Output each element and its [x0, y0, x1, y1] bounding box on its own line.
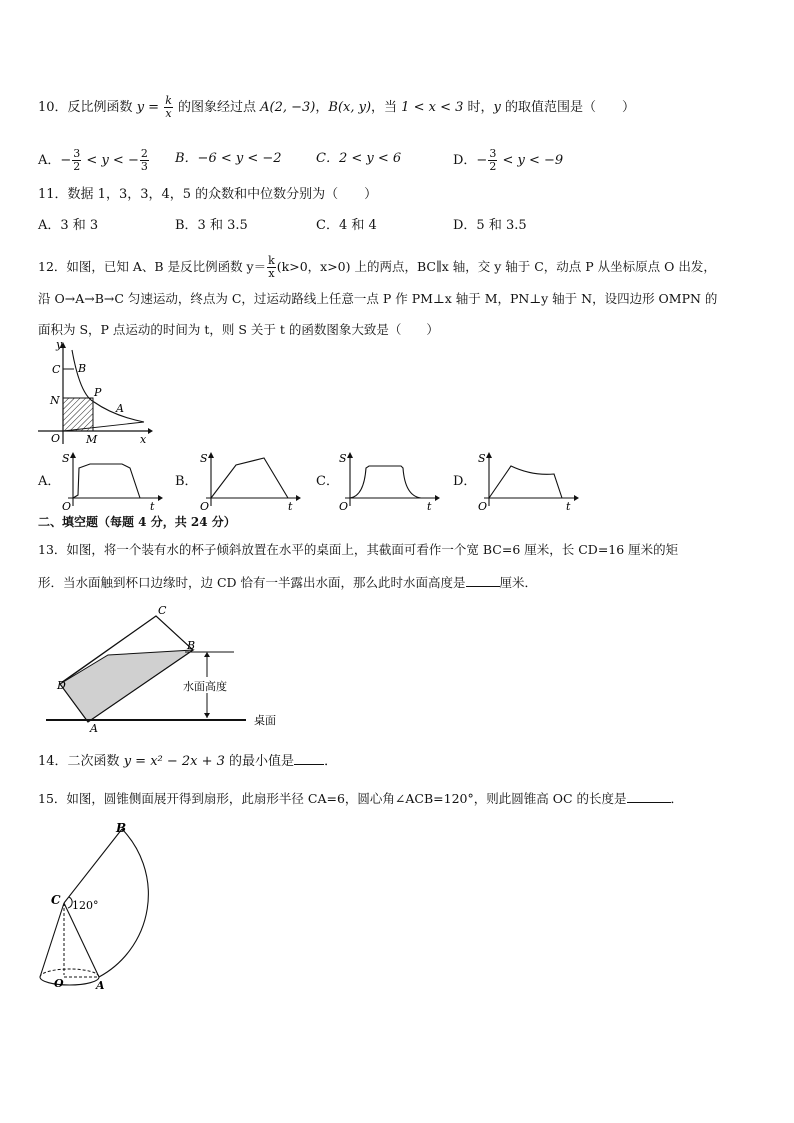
q10-prefix: 10．反比例函数: [38, 100, 137, 115]
q15-label-a: A: [96, 979, 105, 992]
q12b-s: S: [200, 452, 208, 465]
q10-func: y =: [136, 100, 164, 115]
q15-figure: [34, 815, 174, 995]
q14-post: 的最小值是: [224, 754, 295, 769]
q10-cond-post: 时，: [463, 100, 494, 115]
q10-d-mid: < y < −9: [498, 153, 564, 168]
q12-option-a-label: A．: [38, 474, 61, 489]
q13-line2: [38, 574, 537, 592]
q12d-o: O: [478, 500, 488, 513]
q12-option-c-graph: [335, 448, 445, 512]
q10-point-a: A(2, −3): [260, 100, 316, 115]
q10-mid: 的图象经过点: [173, 100, 261, 115]
q10-cond-pre: ，当: [371, 100, 402, 115]
q12-l1a: 12．如图，已知 A、B 是反比例函数 y＝: [38, 259, 267, 274]
q15-label-o: O: [54, 977, 64, 990]
q15-answer-blank[interactable]: [627, 790, 671, 803]
q12-label-c: C: [52, 363, 61, 376]
q10-a-n1: 3: [73, 147, 81, 160]
q12d-s: S: [478, 452, 486, 465]
q12b-t: t: [288, 500, 293, 513]
q12a-t: t: [150, 500, 155, 513]
q11-option-a: A．3 和 3: [38, 218, 99, 233]
q12c-s: S: [339, 452, 347, 465]
q13-figure: [40, 600, 290, 735]
q12-label-x: x: [140, 433, 147, 446]
q12-label-b: B: [78, 362, 87, 375]
q12-frac-den: x: [268, 267, 275, 280]
q12c-t: t: [427, 500, 432, 513]
q10-a-mid: < y < −: [82, 153, 139, 168]
q10-a-n2: 2: [140, 147, 148, 160]
q10-frac-num: k: [165, 94, 172, 107]
q13-l2a: 形．当水面触到杯口边缘时，边 CD 恰有一半露出水面，那么此时水面高度是: [38, 575, 466, 590]
q12-line2: 沿 O→A→B→C 匀速运动，终点为 C，过运动路线上任意一点 P 作 PM⊥x 轴于 M，PN⊥y 轴于 N，设四边形 OMPN 的: [38, 291, 718, 306]
q12-line3: 面积为 S，P 点运动的时间为 t，则 S 关于 t 的函数图象大致是（ ）: [38, 322, 439, 337]
q12-option-d-graph: [474, 448, 584, 512]
section-2-heading: 二、填空题（每题 4 分，共 24 分）: [38, 515, 236, 529]
q15-radius-cb: [64, 829, 122, 903]
q12-fraction: [267, 255, 276, 280]
q10-d-frac: [488, 148, 497, 173]
q12-label-p: P: [94, 386, 102, 399]
q10-a-frac2: [140, 148, 149, 173]
q12-option-a-graph: [58, 448, 168, 512]
q12-figure: [36, 340, 156, 448]
q10-point-b: B(x, y): [328, 100, 372, 115]
q10-ask: 的取值范围是（ ）: [500, 100, 636, 115]
q10-d-n1: 3: [489, 147, 497, 160]
q15-line: [38, 790, 683, 808]
q15-label-angle: 120°: [72, 899, 99, 912]
q10-option-d: [453, 148, 563, 173]
q10-frac-den: x: [165, 107, 172, 120]
q11-option-c: C．4 和 4: [316, 218, 377, 233]
q10-fraction: [164, 95, 173, 120]
q11-option-d: D．5 和 3.5: [453, 218, 527, 233]
q10-d-label: D．−: [453, 153, 488, 168]
q11-option-b: B．3 和 3.5: [175, 218, 248, 233]
q14-expression: y = x² − 2x + 3: [123, 754, 225, 769]
q12c-o: O: [339, 500, 349, 513]
q10-a-label: A．−: [38, 153, 72, 168]
q10-option-c: C．2 < y < 6: [316, 151, 402, 166]
q10-stem: [38, 95, 635, 120]
q12-label-y: y: [56, 338, 63, 351]
q13-label-c: C: [158, 604, 167, 617]
q12-option-b-label: B．: [175, 474, 198, 489]
q14-end: ．: [324, 754, 338, 769]
q10-d-d1: 2: [489, 160, 497, 173]
q12-option-d-label: D．: [453, 474, 477, 489]
q12-hatched-area: [63, 398, 93, 431]
q15-sector-arc: [99, 829, 148, 977]
q10-a-d2: 3: [140, 160, 148, 173]
q12d-t: t: [566, 500, 571, 513]
q12-l1b: (k>0，x>0) 上的两点，BC∥x 轴，交 y 轴于 C，动点 P 从坐标原点 O 出发，: [276, 259, 716, 274]
q13-line1: 13．如图，将一个装有水的杯子倾斜放置在水平的桌面上，其截面可看作一个宽 BC=6 厘米，长 CD=16 厘米的矩: [38, 542, 679, 557]
q13-answer-blank[interactable]: [466, 574, 500, 587]
q12b-o: O: [200, 500, 210, 513]
q13-label-d: D: [57, 679, 66, 692]
q15-label-c: C: [51, 893, 61, 907]
q12-line1: [38, 255, 716, 280]
q15-pre: 15．如图，圆锥侧面展开得到扇形，此扇形半径 CA=6，圆心角∠ACB=120°，则此圆锥高 OC 的长度是: [38, 791, 627, 806]
q13-label-table: 桌面: [254, 714, 276, 727]
q10-condition: 1 < x < 3: [401, 100, 464, 115]
q10-a-frac1: [72, 148, 81, 173]
q12-option-c-label: C．: [316, 474, 339, 489]
q12-frac-num: k: [268, 254, 275, 267]
q12-label-m: M: [86, 433, 98, 446]
q13-label-a: A: [90, 722, 98, 735]
q12-option-b-graph: [196, 448, 306, 512]
q12-label-o: O: [51, 432, 61, 445]
q14-answer-blank[interactable]: [294, 752, 324, 765]
q10-option-a: [38, 148, 150, 173]
q12-label-n: N: [50, 394, 60, 407]
q12a-o: O: [62, 500, 72, 513]
q10-sep: ，: [315, 100, 329, 115]
q10-ask-var: y: [493, 100, 501, 115]
q10-a-d1: 2: [73, 160, 81, 173]
q15-label-b: B: [116, 821, 127, 835]
q15-end: ．: [670, 791, 684, 806]
q13-label-b: B: [187, 639, 196, 652]
q14-pre: 14．二次函数: [38, 754, 124, 769]
q12-label-a: A: [116, 402, 124, 415]
q10-option-b: B．−6 < y < −2: [175, 151, 282, 166]
q12a-s: S: [62, 452, 70, 465]
q11-stem: 11．数据 1，3，3，4，5 的众数和中位数分别为（ ）: [38, 187, 378, 202]
q13-l2b: 厘米．: [499, 575, 538, 590]
q13-label-height: 水面高度: [183, 680, 227, 693]
q14-line: [38, 752, 337, 771]
